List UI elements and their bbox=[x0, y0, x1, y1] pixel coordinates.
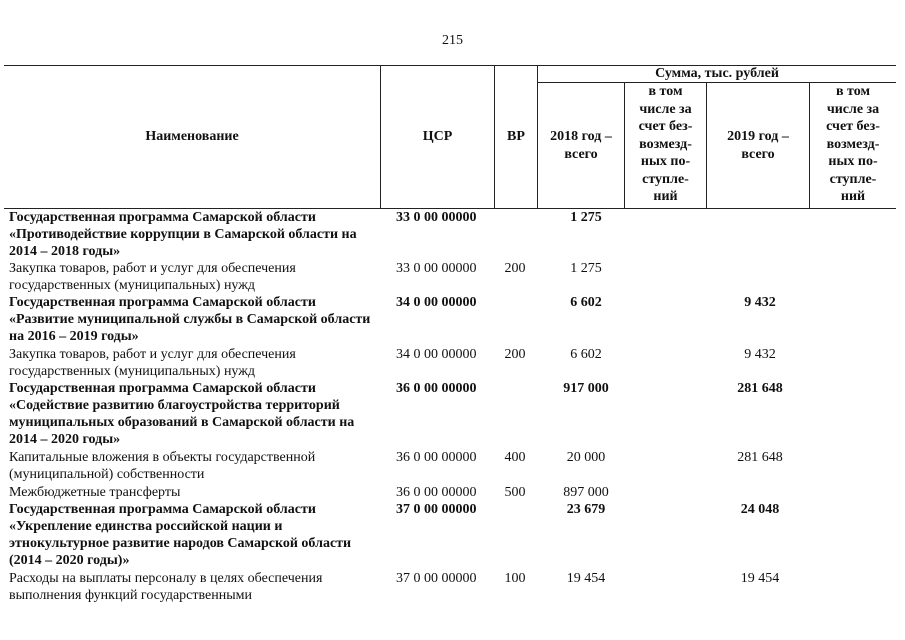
row-name: Расходы на выплаты персоналу в целях обеспечения выполнения функций государственными bbox=[9, 571, 323, 603]
row-csr: 36 0 00 00000 bbox=[396, 485, 477, 500]
table-header bbox=[4, 65, 896, 208]
row-sum-2019: 9 432 bbox=[744, 347, 776, 362]
row-vr: 100 bbox=[504, 571, 526, 586]
header-csr-label: ЦСР bbox=[422, 128, 453, 144]
row-sum-2019: 281 648 bbox=[737, 450, 783, 465]
row-sum-2018: 1 275 bbox=[570, 210, 602, 225]
header-2019-free: в том числе за счет без- возмезд- ных по- ступле- ний bbox=[826, 84, 880, 204]
row-vr: 400 bbox=[504, 450, 526, 465]
row-sum-2018: 23 679 bbox=[566, 502, 606, 517]
header-2018-total-label: 2018 год – всего bbox=[550, 129, 612, 162]
row-csr: 37 0 00 00000 bbox=[396, 502, 477, 517]
row-name: Закупка товаров, работ и услуг для обеспечения государственных (муниципальных) нужд bbox=[9, 261, 296, 293]
header-name-label: Наименование bbox=[145, 128, 239, 144]
header-csr bbox=[381, 65, 494, 208]
row-sum-2018: 6 602 bbox=[570, 295, 602, 310]
header-2019-total bbox=[707, 83, 809, 208]
row-name: Капитальные вложения в объекты государственной (муниципальной) собственности bbox=[9, 450, 316, 482]
row-csr: 37 0 00 00000 bbox=[396, 571, 477, 586]
row-sum-2018: 897 000 bbox=[563, 485, 609, 500]
header-vr bbox=[495, 65, 537, 208]
row-csr: 33 0 00 00000 bbox=[396, 210, 477, 225]
row-csr: 33 0 00 00000 bbox=[396, 261, 477, 276]
row-csr: 36 0 00 00000 bbox=[396, 450, 477, 465]
row-name: Закупка товаров, работ и услуг для обеспечения государственных (муниципальных) нужд bbox=[9, 347, 296, 379]
header-vr-label: ВР bbox=[507, 128, 525, 144]
row-sum-2018: 6 602 bbox=[570, 347, 602, 362]
header-2018-free: в том числе за счет без- возмезд- ных по- ступле- ний bbox=[638, 84, 693, 204]
row-name: Государственная программа Самарской области «Содействие развитию благоустройства территорий муниципальных образований в Самарской области на 2014 – 2020 годы» bbox=[9, 381, 355, 447]
row-name: Государственная программа Самарской области «Укрепление единства российской нации и этнокультурное развитие народов Самарской области (2014 – 2020 годы)» bbox=[9, 502, 352, 568]
row-sum-2018: 917 000 bbox=[563, 381, 609, 396]
row-vr: 200 bbox=[504, 347, 526, 362]
header-2018-total bbox=[538, 83, 624, 208]
row-name: Межбюджетные трансферты bbox=[9, 485, 181, 500]
header-sum-group: Сумма, тыс. рублей bbox=[655, 66, 779, 81]
page-number: 215 bbox=[442, 33, 463, 48]
row-sum-2019: 9 432 bbox=[744, 295, 776, 310]
header-name bbox=[4, 65, 380, 208]
row-sum-2019: 281 648 bbox=[737, 381, 783, 396]
row-csr: 34 0 00 00000 bbox=[396, 295, 477, 310]
row-csr: 36 0 00 00000 bbox=[396, 381, 477, 396]
row-csr: 34 0 00 00000 bbox=[396, 347, 477, 362]
row-sum-2018: 1 275 bbox=[570, 261, 602, 276]
row-vr: 500 bbox=[504, 485, 526, 500]
row-sum-2019: 24 048 bbox=[740, 502, 780, 517]
row-sum-2018: 20 000 bbox=[566, 450, 606, 465]
row-name: Государственная программа Самарской области «Развитие муниципальной службы в Самарской области на 2016 – 2019 годы» bbox=[9, 295, 371, 344]
row-sum-2018: 19 454 bbox=[566, 571, 606, 586]
row-vr: 200 bbox=[504, 261, 526, 276]
row-name: Государственная программа Самарской области «Противодействие коррупции в Самарской области на 2014 – 2018 годы» bbox=[9, 210, 357, 259]
header-2019-total-label: 2019 год – всего bbox=[727, 129, 789, 162]
row-sum-2019: 19 454 bbox=[740, 571, 780, 586]
